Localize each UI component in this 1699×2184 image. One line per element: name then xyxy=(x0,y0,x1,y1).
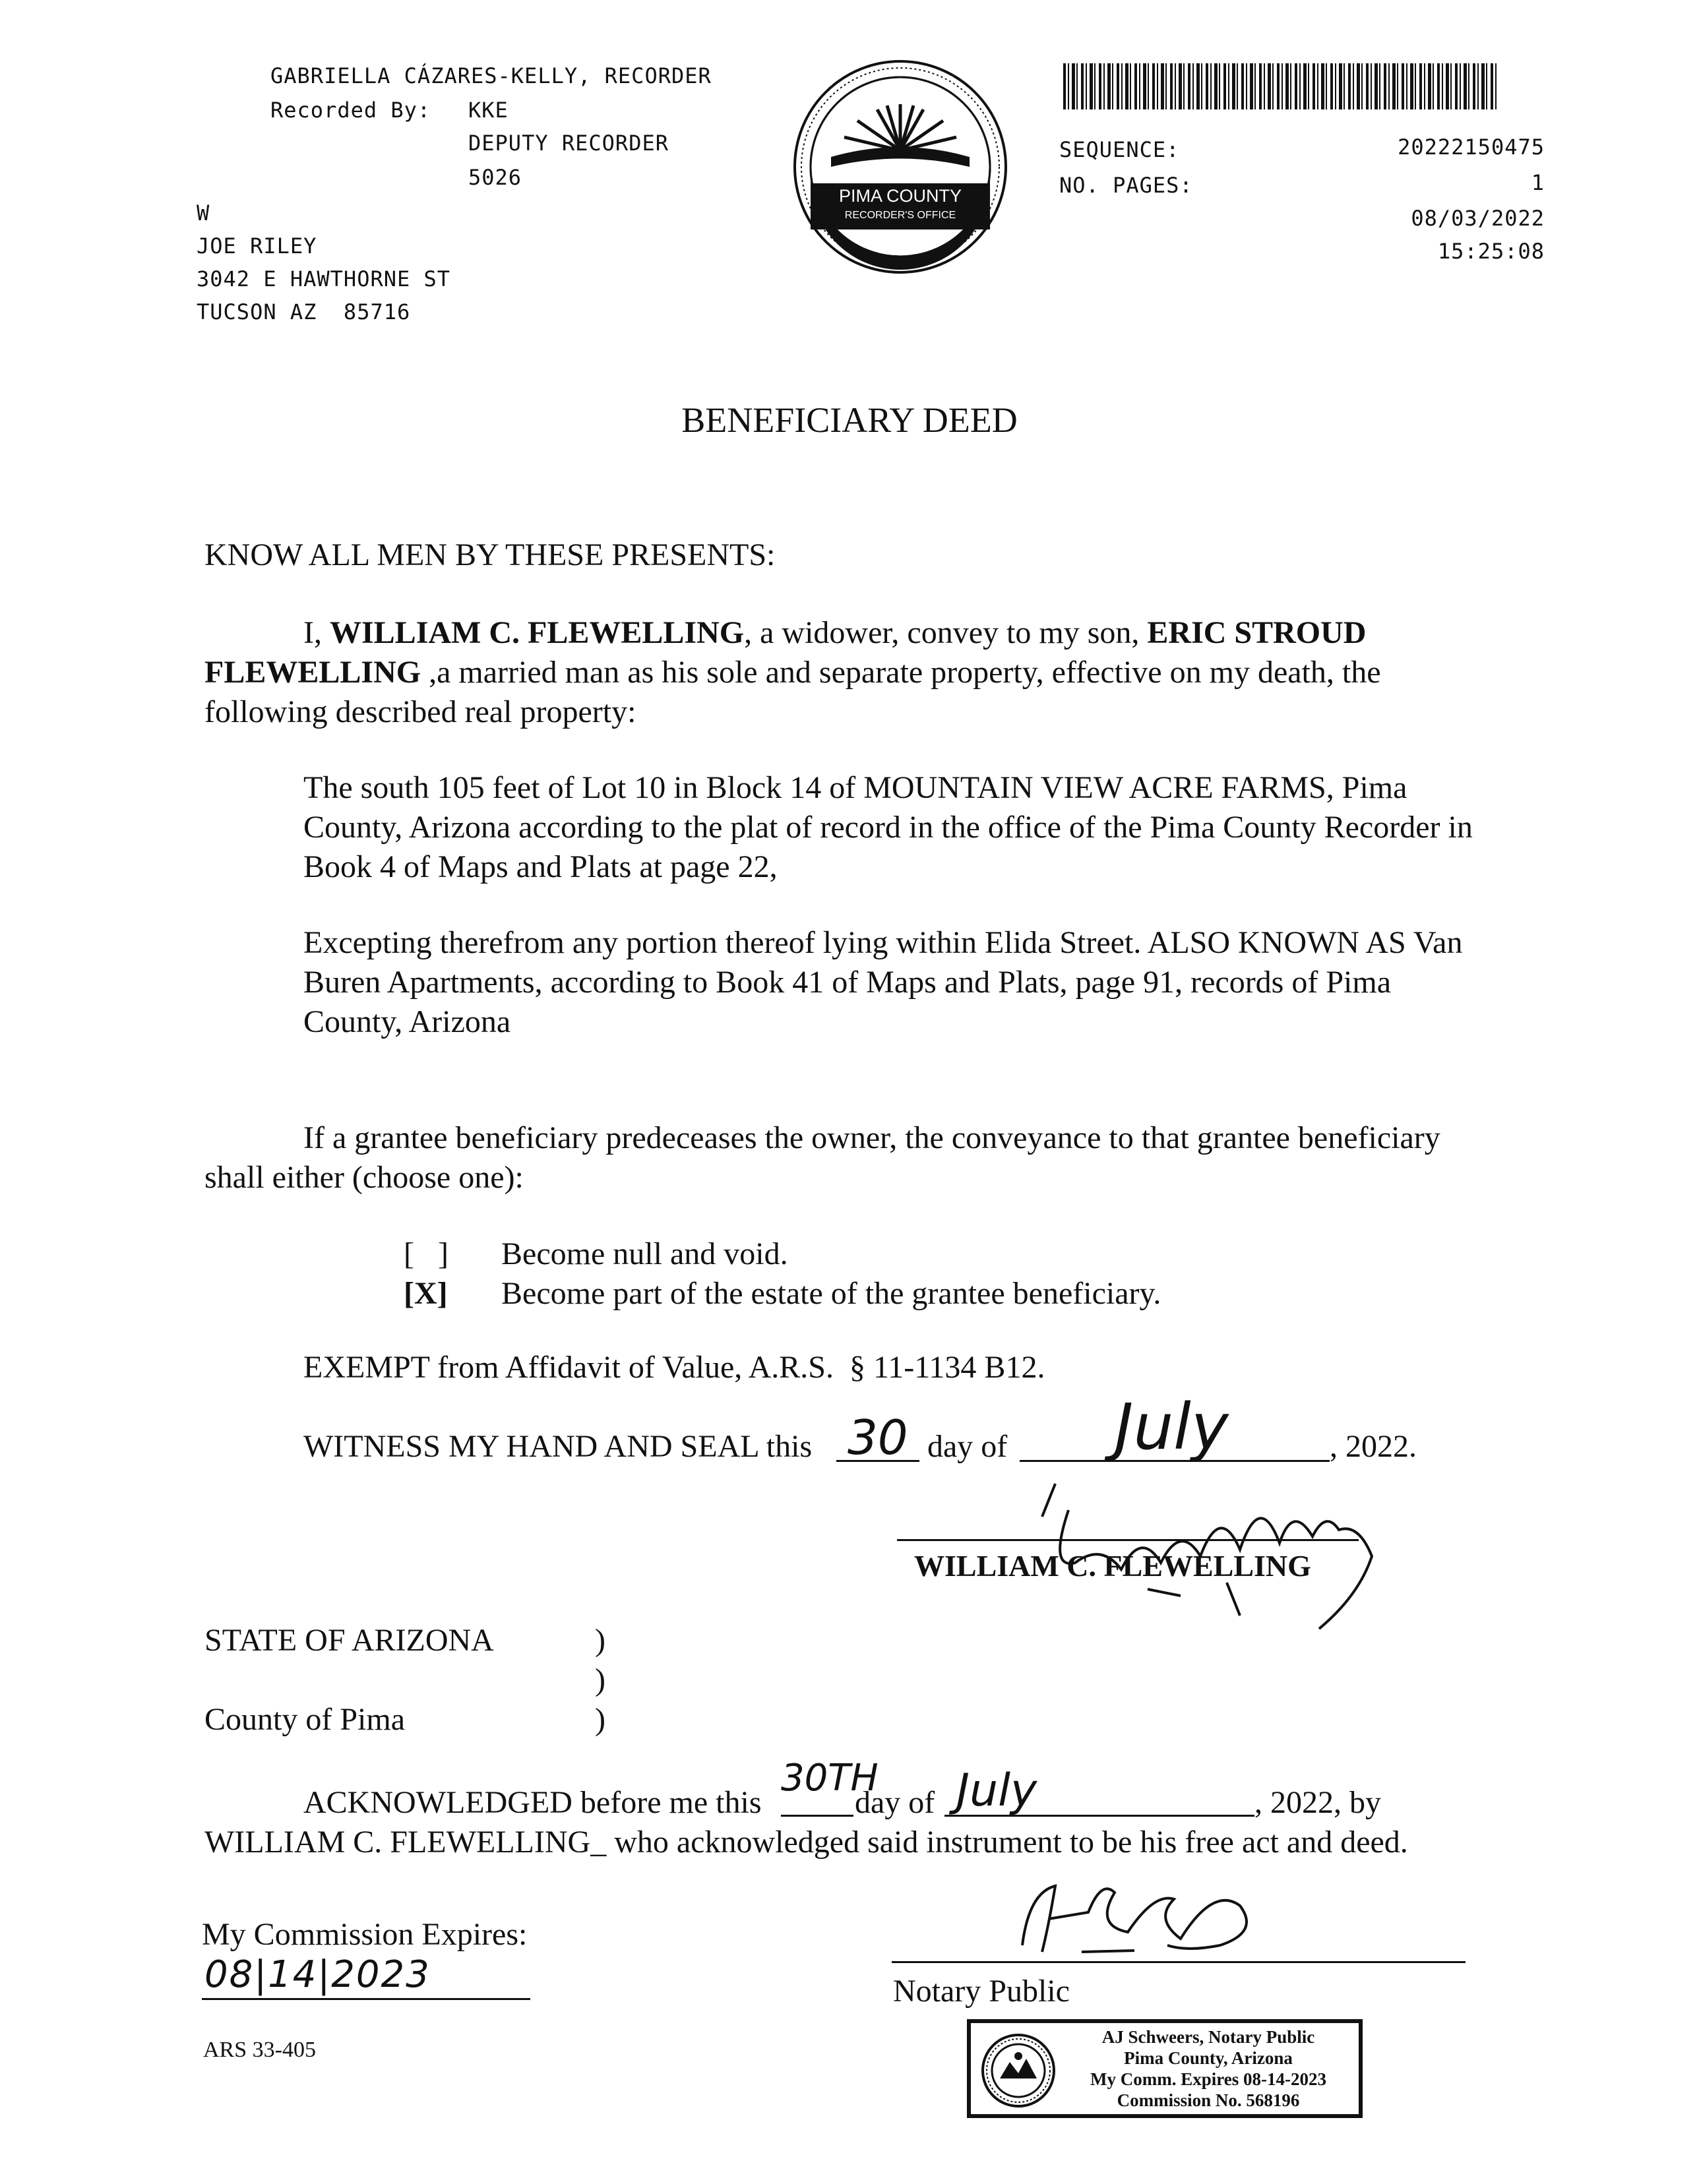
ack-line2: WILLIAM C. FLEWELLING_ who acknowledged said instrument to be his free act and deed. xyxy=(204,1825,1408,1860)
venue-state: STATE OF ARIZONA xyxy=(204,1623,494,1658)
notary-stamp-line3: My Comm. Expires 08-14-2023 xyxy=(1090,2069,1326,2089)
notary-stamp-line4: Commission No. 568196 xyxy=(1117,2090,1300,2110)
ack-day: 30TH xyxy=(781,1757,879,1800)
witness-prefix: WITNESS MY HAND AND SEAL this xyxy=(303,1429,813,1464)
witness-mid: day of xyxy=(927,1429,1008,1464)
legal-description-1: The south 105 feet of Lot 10 in Block 14 of MOUNTAIN VIEW ACRE FARMS, Pima County, Arizona according to the plat of record in the office of the Pima County Recorder in Book 4 of Maps and Plats at page 22, xyxy=(303,770,1473,884)
ack-suffix: , 2022, by xyxy=(1254,1785,1381,1820)
venue-paren-1: ) xyxy=(595,1623,605,1658)
grantor-name: WILLIAM C. FLEWELLING xyxy=(329,615,745,650)
notary-stamp-line1: AJ Schweers, Notary Public xyxy=(1101,2027,1315,2047)
return-street: 3042 E HAWTHORNE ST xyxy=(197,266,451,291)
pima-county-seal-icon xyxy=(791,58,1009,276)
notary-signature-line xyxy=(892,1961,1466,1963)
exempt-line: EXEMPT from Affidavit of Value, A.R.S. § 11-1134 B12. xyxy=(303,1350,1045,1385)
pages-label: NO. PAGES: xyxy=(1059,173,1193,198)
intro-line: KNOW ALL MEN BY THESE PRESENTS: xyxy=(204,537,776,572)
ack-day-line xyxy=(781,1815,853,1817)
recorder-mark: W xyxy=(197,200,210,226)
page-title: BENEFICIARY DEED xyxy=(681,400,1018,440)
witness-suffix: , 2022. xyxy=(1330,1429,1417,1464)
pages-value: 1 xyxy=(1531,170,1545,195)
arizona-seal-icon xyxy=(980,2032,1057,2109)
recorder-name: GABRIELLA CÁZARES-KELLY, RECORDER xyxy=(270,63,712,88)
sequence-value: 20222150475 xyxy=(1398,135,1545,160)
predecease-clause xyxy=(204,1118,1497,1198)
return-name: JOE RILEY xyxy=(197,233,317,258)
recorded-by-value: KKE xyxy=(468,98,509,123)
recorded-by-label: Recorded By: xyxy=(270,98,431,123)
grantee-name: ERIC STROUD FLEWELLING xyxy=(204,615,1367,690)
grantor-signature-name: WILLIAM C. FLEWELLING xyxy=(914,1549,1311,1583)
option-null-label: Become null and void. xyxy=(501,1236,788,1271)
option-estate-label: Become part of the estate of the grantee beneficiary. xyxy=(501,1276,1161,1311)
deputy-id: 5026 xyxy=(468,165,522,190)
sequence-label: SEQUENCE: xyxy=(1059,137,1180,162)
ack-month: July xyxy=(956,1765,1037,1817)
return-city: TUCSON AZ 85716 xyxy=(197,299,411,324)
ack-mid: day of xyxy=(855,1785,935,1820)
record-time: 15:25:08 xyxy=(1437,239,1545,264)
notary-stamp-line2: Pima County, Arizona xyxy=(1124,2048,1293,2068)
grant-p3: ,a married man as his sole and separate property, effective on my death, the following described real property: xyxy=(204,655,1381,729)
grant-p1: I, xyxy=(303,615,330,650)
record-date: 08/03/2022 xyxy=(1411,206,1545,231)
venue-paren-3: ) xyxy=(595,1702,605,1737)
commission-date-line xyxy=(202,1998,530,2000)
grantor-signature xyxy=(1029,1464,1398,1635)
notary-label: Notary Public xyxy=(893,1974,1070,2009)
notary-signature xyxy=(1003,1866,1293,1965)
option-null-box: [ ] xyxy=(404,1236,448,1271)
barcode xyxy=(1063,63,1498,109)
seal-line2: RECORDER'S OFFICE xyxy=(844,210,956,221)
commission-label: My Commission Expires: xyxy=(202,1917,528,1952)
witness-day: 30 xyxy=(848,1410,908,1465)
deputy-recorder: DEPUTY RECORDER xyxy=(468,131,669,156)
seal-line1: PIMA COUNTY xyxy=(838,186,962,206)
footer-statute: ARS 33-405 xyxy=(203,2038,316,2062)
commission-date: 08|14|2023 xyxy=(204,1953,431,1996)
legal-description-2: Excepting therefrom any portion thereof lying within Elida Street. ALSO KNOWN AS Van Buren Apartments, according to Book 41 of Maps and Plats, page 91, records of Pima County, Arizona xyxy=(303,925,1463,1039)
notary-stamp xyxy=(967,2019,1363,2118)
option-estate-box: [X] xyxy=(404,1276,448,1311)
predecease-text: If a grantee beneficiary predeceases the owner, the conveyance to that grantee beneficiary shall either (choose one): xyxy=(204,1120,1440,1195)
ack-prefix: ACKNOWLEDGED before me this xyxy=(303,1785,762,1820)
witness-month: July xyxy=(1115,1390,1229,1464)
venue-paren-2: ) xyxy=(595,1662,605,1697)
grant-p2: , a widower, convey to my son, xyxy=(744,615,1148,650)
venue-county: County of Pima xyxy=(204,1702,406,1737)
grant-paragraph xyxy=(204,613,1477,732)
